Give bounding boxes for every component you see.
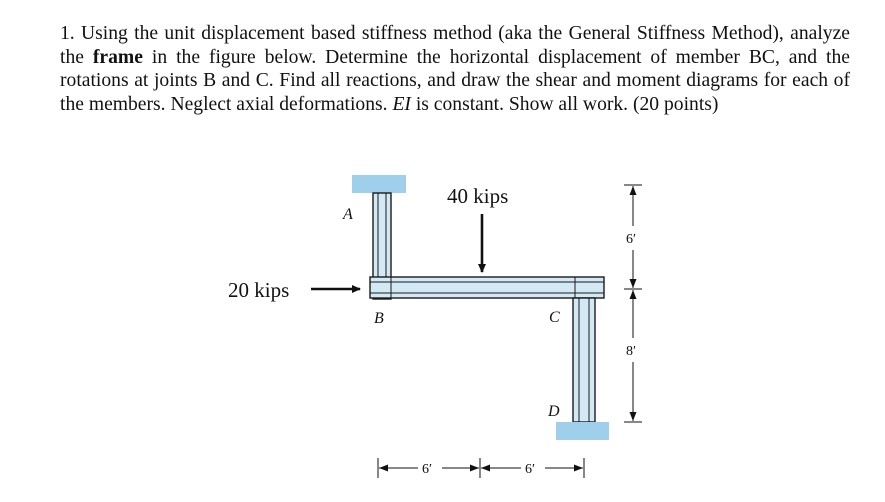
problem-bold-word: frame [92,46,143,68]
support-top [352,175,406,193]
dim-label-right: 6′ [525,462,536,477]
member-bc [370,277,604,298]
dimension-horizontal [378,458,584,478]
problem-text-part-3: is constant. Show all work. (20 points) [410,93,719,115]
problem-text-part-1: Using the unit displacement based stiffness method (aka the General Stiffness Method), analyze the [60,23,850,68]
dim-label-bottom: 8′ [626,344,637,359]
joint-label-d: D [548,403,560,420]
load-horizontal-label: 20 kips [228,278,290,302]
problem-number: 1. [60,23,75,44]
support-bottom [556,422,609,440]
dimension-vertical [624,185,642,422]
joint-label-a: A [343,206,353,223]
member-cd [573,298,595,422]
joint-label-c: C [549,309,560,326]
problem-italic-term: EI [392,93,411,115]
dim-label-top: 6′ [626,232,637,247]
problem-text-part-2: in the figure below. Determine the horizontal displacement of member BC, and the rotations at joints B and C. Find all reactions, and draw the shear and moment diagrams for each of the members. Neglect axial deformations. [60,46,850,115]
joint-label-b: B [374,310,384,327]
dim-label-left: 6′ [422,462,433,477]
load-vertical-label: 40 kips [447,184,509,208]
